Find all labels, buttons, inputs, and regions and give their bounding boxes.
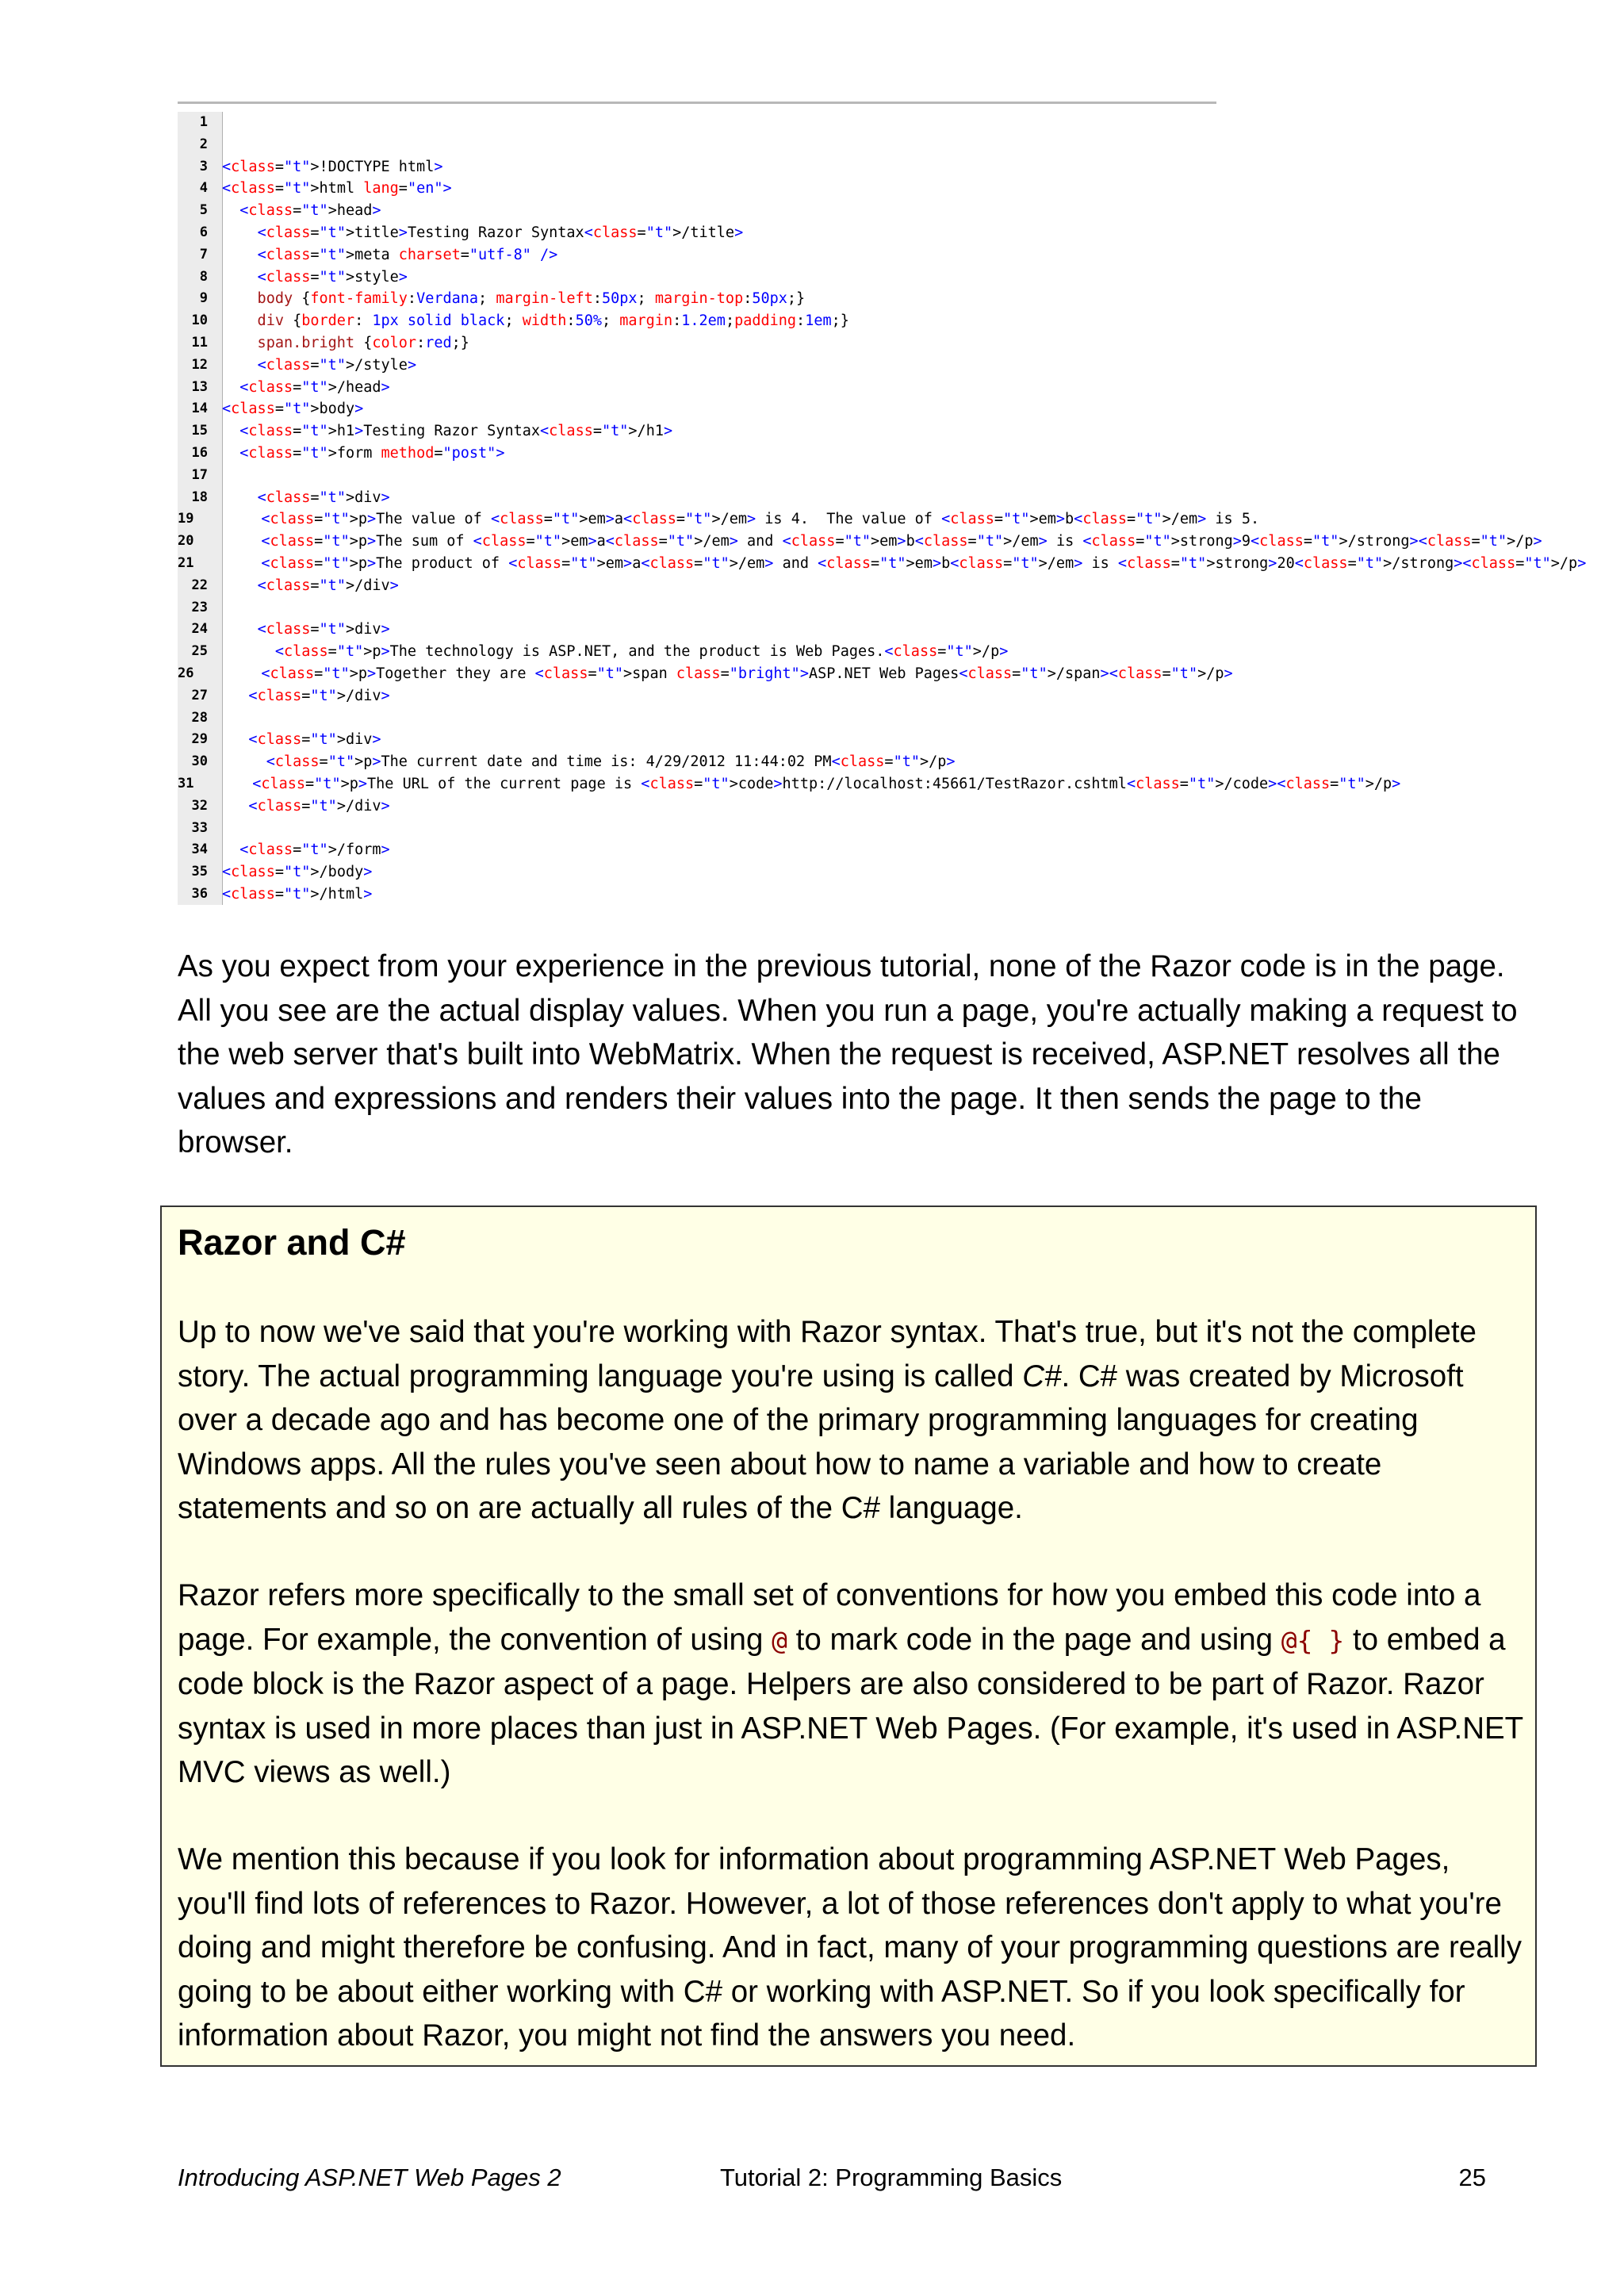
line-number: 36 [191,885,208,902]
code-line [178,751,1216,773]
code-line [178,861,1216,884]
code-line [178,729,1216,751]
line-code: span.bright {color:red;} [222,334,469,351]
line-code: <class="t">p>The sum of <class="t">em>a<class="t">/em> and <class="t">em>b<class="t">/em> is <class="t">strong>9<class="t">/strong><class="t">/p> [261,533,1542,550]
text-span: . C# was created by Microsoft over a decade ago and has become one of the primary programming languages for creating Windows apps. All the rules you've seen about how to name a variable and how to create statements and so on are actually all rules of the C# language. [178,1359,1464,1525]
line-number: 30 [191,753,208,770]
line-number: 18 [191,489,208,505]
line-number: 2 [199,136,208,152]
code-line [178,839,1216,861]
line-code: <class="t">html lang="en"> [222,180,452,197]
sidebar-box [160,1205,1537,2067]
line-code: <class="t">/style> [257,356,417,374]
line-code: <class="t">/html> [222,885,373,903]
line-code: <class="t">p>The current date and time is: 4/29/2012 11:44:02 PM<class="t">/p> [266,753,956,771]
code-line [178,244,1216,266]
code-listing [178,112,1587,906]
line-number: 11 [191,334,208,351]
sidebar-paragraph-1 [178,1310,1526,1531]
line-code: <class="t">form method="post"> [239,444,505,462]
line-number: 16 [191,444,208,461]
line-code [217,134,222,156]
line-code: <class="t">p>The value of <class="t">em>a<class="t">/em> is 4. The value of <class="t">em>b<class="t">/em> is 5. [261,511,1260,528]
sidebar-title: Razor and C# [178,1222,406,1263]
code-line [178,531,1542,553]
line-code [217,597,222,619]
line-number: 19 [178,511,194,527]
code-line [178,398,1216,420]
code-line [178,222,1216,244]
line-number: 22 [191,577,208,593]
line-code: <class="t">/div> [248,687,390,704]
code-line [178,465,1216,487]
code-line [178,641,1216,663]
inline-code: @ [772,1624,787,1656]
code-line [178,134,1216,156]
line-code: <class="t">/head> [239,378,390,396]
line-number: 26 [178,665,194,681]
line-number: 8 [199,268,208,285]
code-line [178,597,1216,619]
code-line [178,707,1216,730]
line-code: <class="t">!DOCTYPE html> [222,158,443,175]
code-line [178,332,1216,355]
code-line [178,112,1216,134]
line-number: 7 [199,246,208,263]
code-line [178,553,1587,575]
line-number: 10 [191,312,208,329]
line-number: 27 [191,687,208,703]
code-line [178,884,1216,906]
code-line [178,178,1216,200]
emphasis-text: C# [1022,1359,1062,1393]
code-line [178,288,1216,310]
line-code: <class="t">p>The URL of the current page is <class="t">code>http://localhost:45661/TestRazor.cshtml<class="t">/code><class="t">/p> [252,775,1401,792]
line-code [217,818,222,840]
code-line [178,487,1216,509]
line-number: 6 [199,224,208,240]
line-code: <class="t">div> [257,489,390,506]
text-span: to mark code in the page and using [787,1622,1281,1657]
line-number: 21 [178,554,194,571]
code-line [178,420,1216,443]
line-code: <class="t">body> [222,401,364,418]
line-code: <class="t">/form> [239,841,390,859]
line-number: 23 [191,599,208,615]
line-number: 24 [191,621,208,638]
line-code: <class="t">div> [257,621,390,638]
line-number: 13 [191,378,208,395]
line-code: <class="t">head> [239,202,381,220]
line-code: <class="t">h1>Testing Razor Syntax<class="t">/h1> [239,423,673,440]
code-line [178,685,1216,707]
line-code: <class="t">div> [248,731,381,749]
line-number: 3 [199,158,208,174]
line-number: 25 [191,643,208,660]
line-number: 28 [191,709,208,726]
code-line [178,575,1216,597]
line-number: 20 [178,533,194,550]
line-code [217,707,222,730]
code-line [178,663,1233,685]
code-line [178,443,1216,465]
line-number: 9 [199,290,208,307]
line-number: 33 [191,819,208,836]
line-number: 5 [199,202,208,219]
sidebar-paragraph-2 [178,1573,1526,1795]
line-code: body {font-family:Verdana; margin-left:50px; margin-top:50px;} [222,290,806,308]
line-number: 14 [191,401,208,417]
inline-code: @{ } [1281,1624,1345,1656]
code-line [178,773,1401,795]
line-number: 17 [191,466,208,483]
line-code: <class="t">p>The product of <class="t">em>a<class="t">/em> and <class="t">em>b<class="t">/em> is <class="t">strong>20<class="t">/strong><class="t">/p> [261,554,1587,572]
code-line [178,619,1216,641]
line-number: 1 [199,114,208,130]
code-line [178,200,1216,222]
line-code: <class="t">/div> [257,577,399,594]
code-screenshot [178,102,1587,905]
line-number: 31 [178,775,194,792]
text-span: Razor refers more specifically to the small set of conventions for how you embed this code into a page. For example, the convention of using [178,1578,1481,1657]
code-line [178,795,1216,818]
line-number: 15 [191,423,208,439]
code-line [178,156,1216,178]
line-number: 35 [191,864,208,880]
line-code: <class="t">meta charset="utf-8" /> [257,246,558,263]
footer-page-number: 25 [1458,2164,1486,2191]
line-code: <class="t">/div> [248,797,390,815]
line-code: <class="t">p>Together they are <class="t">span class="bright">ASP.NET Web Pages<class="t">/span><class="t">/p> [261,665,1233,682]
line-code [217,112,222,134]
line-number: 29 [191,731,208,748]
line-code [217,465,222,487]
code-line [178,818,1216,840]
line-code: div {border: 1px solid black; width:50%; margin:1.2em;padding:1em;} [222,312,849,330]
code-line [178,266,1216,289]
line-number: 4 [199,180,208,197]
text-span: Up to now we've said that you're working with Razor syntax. That's true, but it's not the complete story. The actual programming language you're using is called [178,1315,1477,1393]
line-code: <class="t">style> [257,268,408,286]
code-line [178,508,1260,531]
line-number: 34 [191,841,208,858]
line-code: <class="t">p>The technology is ASP.NET, and the product is Web Pages.<class="t">/p> [274,643,1009,661]
text-span: to embed a code block is the Razor aspect of a page. Helpers are also considered to be part of Razor. Razor syntax is used in more places than just in ASP.NET Web Pages. (For example, it's used in ASP.NET MVC views as well.) [178,1622,1523,1789]
line-number: 12 [191,356,208,373]
code-line [178,377,1216,399]
sidebar-paragraph-3: We mention this because if you look for information about programming ASP.NET Web Pages, you'll find lots of references to Razor. However, a lot of those references don't apply to what you're doing and might therefore be confusing. And in fact, many of your programming questions are really going to be about either working with C# or working with ASP.NET. So if you look specifically for information about Razor, you might not find the answers you need. [178,1842,1522,2053]
line-code: <class="t">title>Testing Razor Syntax<class="t">/title> [257,224,744,241]
code-line [178,355,1216,377]
line-code: <class="t">/body> [222,864,373,881]
code-line [178,310,1216,332]
intro-paragraph: As you expect from your experience in the previous tutorial, none of the Razor code is in the page. All you see are the actual display values. When you run a page, you're actually making a request to the web server that's built into WebMatrix. When the request is received, ASP.NET resolves all the values and expressions and renders their values into the page. It then sends the page to the browser. [178,949,1518,1159]
footer-book-title: Introducing ASP.NET Web Pages 2 [178,2164,561,2191]
line-number: 32 [191,797,208,814]
footer-chapter: Tutorial 2: Programming Basics [720,2164,1063,2191]
